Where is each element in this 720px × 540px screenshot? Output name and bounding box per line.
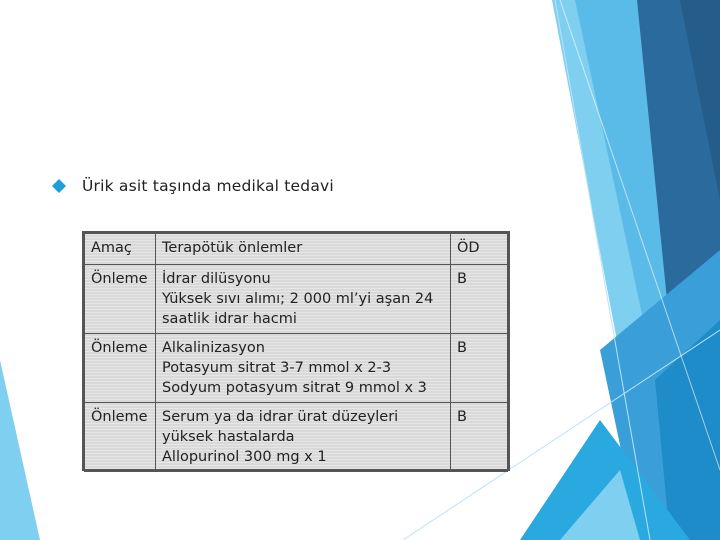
- bullet-text: Ürik asit taşında medikal tedavi: [82, 177, 334, 195]
- bullet-item: [50, 172, 334, 200]
- table-header-row: [85, 234, 508, 265]
- header-measures: Terapötük önlemler: [156, 234, 451, 265]
- table-row: [85, 265, 508, 334]
- row-aim: Önleme: [85, 403, 156, 472]
- measure-line: yüksek hastalarda: [162, 429, 295, 445]
- row-grade: B: [451, 334, 508, 403]
- measure-line: İdrar dilüsyonu: [162, 271, 271, 287]
- row-measures: [156, 403, 451, 472]
- treatment-table: [82, 231, 510, 471]
- measure-line: Serum ya da idrar ürat düzeyleri: [162, 409, 399, 425]
- table-row: [85, 334, 508, 403]
- header-aim: Amaç: [85, 234, 156, 265]
- measure-line: Alkalinizasyon: [162, 340, 265, 356]
- measure-line: Potasyum sitrat 3-7 mmol x 2-3: [162, 360, 392, 376]
- row-aim: Önleme: [85, 265, 156, 334]
- measure-line: saatlik idrar hacmi: [162, 311, 297, 327]
- diamond-bullet-icon: [50, 177, 68, 195]
- row-aim: Önleme: [85, 334, 156, 403]
- measure-line: Allopurinol 300 mg x 1: [162, 449, 327, 465]
- row-measures: [156, 265, 451, 334]
- header-grade: ÖD: [451, 234, 508, 265]
- row-measures: [156, 334, 451, 403]
- table-row: [85, 403, 508, 472]
- measure-line: Yüksek sıvı alımı; 2 000 ml’yi aşan 24: [162, 291, 434, 307]
- measure-line: Sodyum potasyum sitrat 9 mmol x 3: [162, 380, 427, 396]
- row-grade: B: [451, 265, 508, 334]
- row-grade: B: [451, 403, 508, 472]
